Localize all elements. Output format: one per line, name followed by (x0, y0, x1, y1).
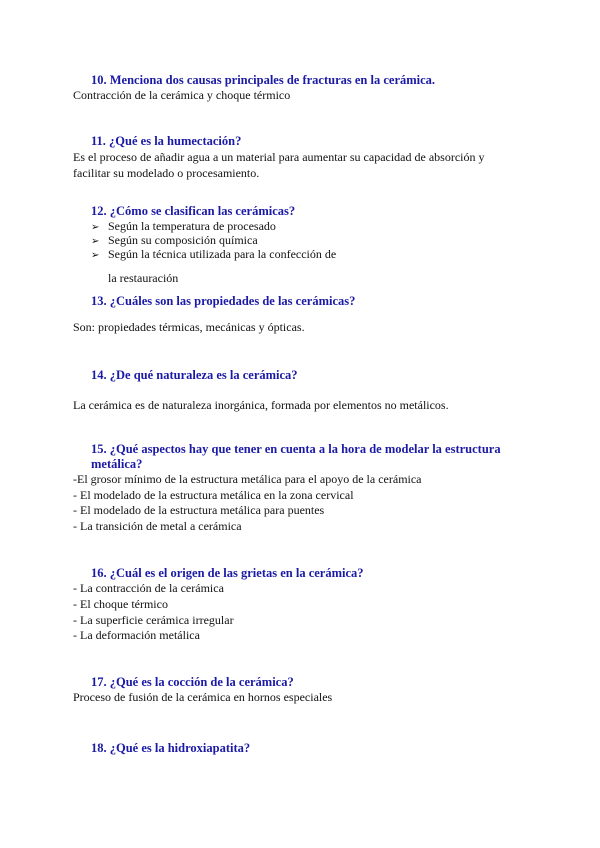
question-18: 18. ¿Qué es la hidroxiapatita? (91, 741, 251, 755)
list-item: ➢ Según la técnica utilizada para la confección de (91, 247, 337, 261)
arrow-bullet-icon: ➢ (91, 222, 100, 233)
answer-16-line: - La superficie cerámica irregular (73, 613, 234, 627)
answer-16-line: - La contracción de la cerámica (73, 581, 224, 595)
arrow-bullet-icon: ➢ (91, 236, 100, 247)
answer-15-line: - El modelado de la estructura metálica para puentes (73, 503, 325, 517)
list-item-continuation: la restauración (108, 271, 179, 285)
arrow-bullet-icon: ➢ (91, 250, 100, 261)
answer-15-line: -El grosor mínimo de la estructura metálica para el apoyo de la cerámica (73, 472, 422, 486)
answer-16-line: - La deformación metálica (73, 628, 200, 642)
answer-15-line: - La transición de metal a cerámica (73, 519, 242, 533)
answer-13: Son: propiedades térmicas, mecánicas y ópticas. (73, 320, 305, 334)
answer-16-line: - El choque térmico (73, 597, 168, 611)
question-14: 14. ¿De qué naturaleza es la cerámica? (91, 368, 298, 382)
question-13: 13. ¿Cuáles son las propiedades de las cerámicas? (91, 294, 356, 308)
answer-15-line: - El modelado de la estructura metálica en la zona cervical (73, 488, 354, 502)
question-10: 10. Menciona dos causas principales de fracturas en la cerámica. (91, 73, 436, 87)
answer-14: La cerámica es de naturaleza inorgánica, formada por elementos no metálicos. (73, 398, 449, 412)
answer-11: Es el proceso de añadir agua a un material para aumentar su capacidad de absorción y facilitar su modelado o procesamiento. (73, 150, 485, 180)
list-item: ➢ Según su composición química (91, 233, 258, 247)
answer-10: Contracción de la cerámica y choque térmico (73, 88, 291, 102)
list-item: ➢ Según la temperatura de procesado (91, 219, 276, 233)
question-15: 15. ¿Qué aspectos hay que tener en cuenta a la hora de modelar la estructura metálica? (91, 442, 501, 471)
answer-17: Proceso de fusión de la cerámica en hornos especiales (73, 690, 333, 704)
question-12: 12. ¿Cómo se clasifican las cerámicas? (91, 204, 296, 218)
question-11: 11. ¿Qué es la humectación? (91, 134, 242, 148)
question-17: 17. ¿Qué es la cocción de la cerámica? (91, 675, 294, 689)
question-16: 16. ¿Cuál es el origen de las grietas en la cerámica? (91, 566, 364, 580)
